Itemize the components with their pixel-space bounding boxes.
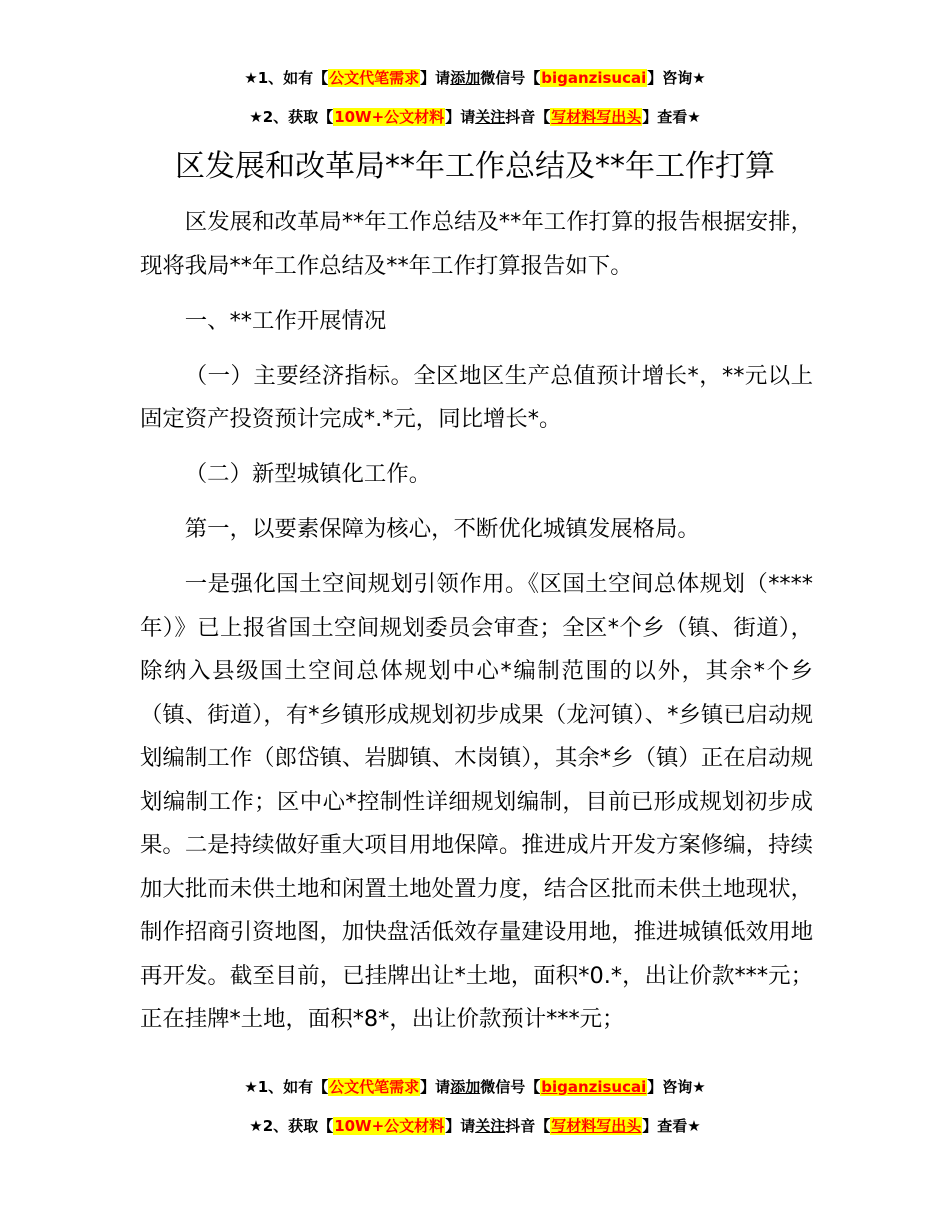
paragraph-intro: 区发展和改革局**年工作总结及**年工作打算的报告根据安排，现将我局**年工作总结及**年工作打算报告如下。 <box>140 209 813 279</box>
banner-text: 】咨询★ <box>647 1078 706 1096</box>
highlight-service: 公文代笔需求 <box>329 69 420 87</box>
promo-banner-top-line2 <box>0 106 950 128</box>
banner-text: ★1、如有【 <box>244 1078 329 1096</box>
section-heading: 一、**工作开展情况 <box>184 307 387 334</box>
promo-banner-top-line1 <box>0 67 950 89</box>
paragraph-first-point: 第一，以要素保障为核心，不断优化城镇发展格局。 <box>184 516 700 542</box>
highlight-materials: 10W+公文材料 <box>334 108 445 126</box>
paragraph-economic-indicators: （一）主要经济指标。全区地区生产总值预计增长*，**元以上固定资产投资预计完成*.*元，同比增长*。 <box>140 362 813 432</box>
banner-text: ★2、获取【 <box>249 1117 334 1135</box>
banner-text: 】查看★ <box>642 1117 701 1135</box>
banner-text: 】咨询★ <box>647 69 706 87</box>
banner-text: 】请 <box>445 108 476 126</box>
paragraph-land-planning: 一是强化国土空间规划引领作用。《区国土空间总体规划（****年）》已上报省国土空间规划委员会审查；全区*个乡（镇、街道），除纳入县级国土空间总体规划中心*编制范围的以外，其余*个乡（镇、街道），有*乡镇形成规划初步成果（龙河镇）、*乡镇已启动规划编制工作（郎岱镇、岩脚镇、木岗镇），其余*乡（镇）正在启动规划编制工作；区中心*控制性详细规划编制，目前已形成规划初步成果。二是持续做好重大项目用地保障。推进成片开发方案修编，持续加大批而未供土地和闲置土地处置力度，结合区批而未供土地现状，制作招商引资地图，加快盘活低效存量建设用地，推进城镇低效用地再开发。截至目前，已挂牌出让*土地，面积*0.*，出让价款***元；正在挂牌*土地，面积*8*，出让价款预计***元； <box>140 571 813 1032</box>
highlight-service: 公文代笔需求 <box>329 1078 420 1096</box>
document-title: 区发展和改革局**年工作总结及**年工作打算 <box>175 149 775 184</box>
banner-text: 】请 <box>420 69 451 87</box>
banner-underlined: 添加 <box>450 69 481 87</box>
banner-underlined: 关注 <box>475 108 506 126</box>
banner-text: ★2、获取【 <box>249 108 334 126</box>
douyin-account: 写材料写出头 <box>551 108 642 126</box>
banner-text: 】请 <box>445 1117 476 1135</box>
document-body <box>140 201 813 1053</box>
subsection-heading: （二）新型城镇化工作。 <box>184 461 432 487</box>
banner-underlined: 关注 <box>475 1117 506 1135</box>
promo-banner-bottom-line1 <box>0 1076 950 1098</box>
banner-underlined: 添加 <box>450 1078 481 1096</box>
banner-text: ★1、如有【 <box>244 69 329 87</box>
banner-text: 】查看★ <box>642 108 701 126</box>
wechat-id: biganzisucai <box>541 1078 647 1096</box>
wechat-id: biganzisucai <box>541 69 647 87</box>
highlight-materials: 10W+公文材料 <box>334 1117 445 1135</box>
promo-banner-bottom-line2 <box>0 1115 950 1137</box>
banner-text: 抖音【 <box>505 1117 551 1135</box>
banner-text: 抖音【 <box>505 108 551 126</box>
banner-text: 】请 <box>420 1078 451 1096</box>
banner-text: 微信号【 <box>480 1078 541 1096</box>
douyin-account: 写材料写出头 <box>551 1117 642 1135</box>
banner-text: 微信号【 <box>480 69 541 87</box>
